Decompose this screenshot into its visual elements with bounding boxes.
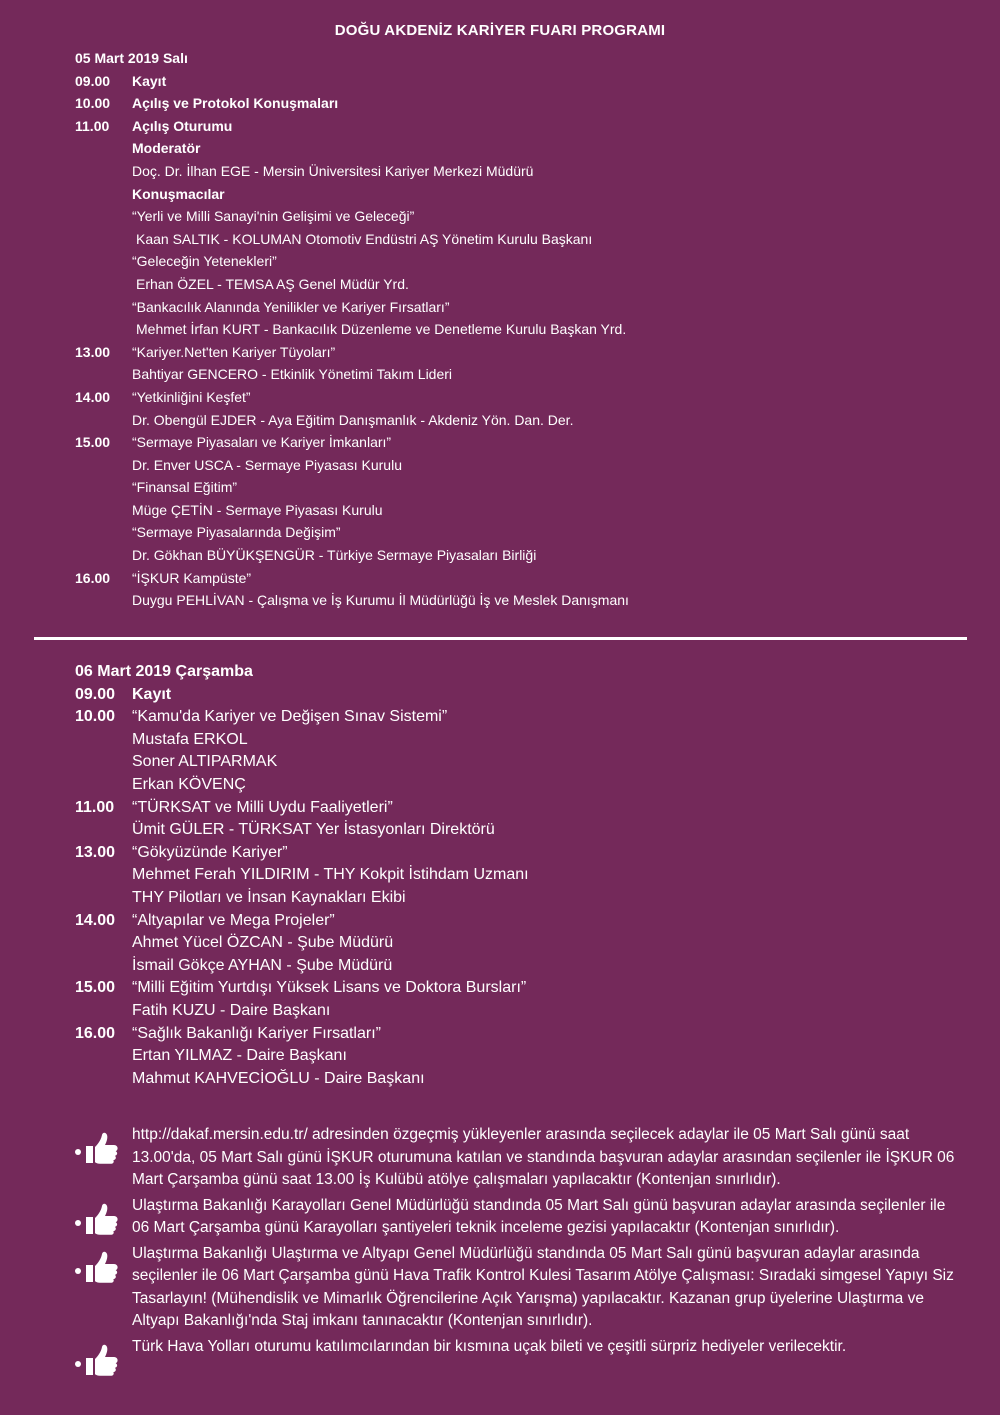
program-time: 15.00: [75, 434, 111, 451]
program-text: “Altyapılar ve Mega Projeler”: [132, 911, 335, 929]
program-text: THY Pilotları ve İnsan Kaynakları Ekibi: [132, 888, 406, 906]
program-text: Kaan SALTIK - KOLUMAN Otomotiv Endüstri AŞ Yönetim Kurulu Başkanı: [136, 230, 593, 247]
program-text: Mustafa ERKOL: [132, 730, 248, 748]
program-text: Fatih KUZU - Daire Başkanı: [132, 1001, 331, 1019]
program-row: [75, 431, 955, 454]
program-text: “Milli Eğitim Yurtdışı Yüksek Lisans ve Doktora Bursları”: [132, 979, 527, 997]
program-time: 11.00: [75, 117, 110, 134]
program-text: Doç. Dr. İlhan EGE - Mersin Üniversitesi Kariyer Merkezi Müdürü: [132, 162, 534, 179]
program-row: [75, 363, 955, 386]
program-text: Bahtiyar GENCERO - Etkinlik Yönetimi Takım Lideri: [132, 366, 453, 383]
program-row: [75, 183, 955, 206]
day1-program: [75, 47, 955, 612]
program-row: [75, 797, 955, 820]
program-row: [75, 499, 955, 522]
program-time: 16.00: [75, 1024, 116, 1042]
program-row: [75, 160, 955, 183]
thumbs-up-icon: [72, 1245, 122, 1285]
program-row: [75, 409, 955, 432]
program-time: 13.00: [75, 843, 116, 861]
program-time: 10.00: [75, 95, 111, 112]
note-text: Ulaştırma Bakanlığı Karayolları Genel Müdürlüğü standında 05 Mart Salı günü başvuran adaylar arasında seçilenler ile 06 Mart Çarşamba günü Karayolları şantiyeleri teknik inceleme gezisi yapılacaktır (Kontenjan sınırlıdır).: [132, 1196, 946, 1236]
program-text: “Kariyer.Net'ten Kariyer Tüyoları”: [132, 343, 336, 360]
program-text: Mehmet Ferah YILDIRIM - THY Kokpit İstihdam Uzmanı: [132, 866, 529, 884]
program-text: Kayıt: [132, 685, 172, 703]
program-row: [75, 228, 955, 251]
program-time: 15.00: [75, 979, 116, 997]
program-text: “Yetkinliğini Keşfet”: [132, 388, 251, 405]
note-text: http://dakaf.mersin.edu.tr/ adresinden özgeçmiş yükleyenler arasında seçilecek adaylar ile 05 Mart Salı günü saat 13.00'da, 05 Mart Salı günü İŞKUR oturumuna katılan ve standında başvuran adaylar arasından seçilenler ile İŞKUR 06 Mart Çarşamba günü saat 13.00 İş Kulübü atölye çalışmaları yapılacaktır (Kontenjan sınırlıdır).: [132, 1126, 955, 1188]
program-text: Erhan ÖZEL - TEMSA AŞ Genel Müdür Yrd.: [136, 275, 409, 292]
program-time: 11.00: [75, 798, 115, 816]
note-item: [72, 1195, 962, 1240]
program-text: Dr. Obengül EJDER - Aya Eğitim Danışmanlık - Akdeniz Yön. Dan. Der.: [132, 411, 574, 428]
program-row: [75, 1023, 955, 1046]
program-text: İsmail Gökçe AYHAN - Şube Müdürü: [132, 956, 393, 974]
note-item: [72, 1336, 962, 1359]
program-text: Duygu PEHLİVAN - Çalışma ve İş Kurumu İl Müdürlüğü İş ve Meslek Danışmanı: [132, 592, 629, 609]
program-text: Açılış ve Protokol Konuşmaları: [132, 95, 339, 112]
program-row: [75, 1000, 955, 1023]
section-divider: [34, 637, 967, 640]
program-text: “Yerli ve Milli Sanayi'nin Gelişimi ve Geleceği”: [132, 208, 415, 225]
program-row: [75, 887, 955, 910]
program-row: [75, 684, 955, 707]
program-time: 09.00: [75, 685, 116, 703]
page-title: DOĞU AKDENİZ KARİYER FUARI PROGRAMI: [334, 22, 666, 39]
program-row: [75, 92, 955, 115]
program-row: [75, 296, 955, 319]
program-text: “İŞKUR Kampüste”: [132, 569, 252, 586]
program-time: 10.00: [75, 708, 116, 726]
program-text: Kayıt: [132, 72, 167, 89]
program-text: Ertan YILMAZ - Daire Başkanı: [132, 1047, 347, 1065]
program-text: “Finansal Eğitim”: [132, 479, 238, 496]
program-row: [75, 842, 955, 865]
program-row: [75, 864, 955, 887]
program-row: [75, 205, 955, 228]
program-text: Mehmet İrfan KURT - Bankacılık Düzenleme ve Denetleme Kurulu Başkan Yrd.: [136, 321, 627, 338]
program-text: Ümit GÜLER - TÜRKSAT Yer İstasyonları Direktörü: [132, 821, 495, 839]
program-row: [75, 476, 955, 499]
program-time: 09.00: [75, 72, 111, 89]
day2-program: [75, 661, 955, 1090]
program-time: 14.00: [75, 911, 116, 929]
program-row: [75, 115, 955, 138]
program-row: [75, 1068, 955, 1091]
note-item: [72, 1243, 962, 1333]
program-text: “Sermaye Piyasaları ve Kariyer İmkanları”: [132, 434, 392, 451]
program-row: [75, 521, 955, 544]
program-text: “Sağlık Bakanlığı Kariyer Fırsatları”: [132, 1024, 381, 1042]
program-row: [75, 706, 955, 729]
program-row: [75, 751, 955, 774]
program-text: Moderatör: [132, 140, 201, 157]
program-row: [75, 774, 955, 797]
program-text: Konuşmacılar: [132, 185, 225, 202]
program-row: [75, 977, 955, 1000]
program-row: [75, 341, 955, 364]
program-row: [75, 1045, 955, 1068]
day1-date: 05 Mart 2019 Salı: [75, 50, 188, 66]
program-row: [75, 544, 955, 567]
program-text: “Kamu'da Kariyer ve Değişen Sınav Sistemi”: [132, 708, 448, 726]
program-row: [75, 273, 955, 296]
program-text: “TÜRKSAT ve Milli Uydu Faaliyetleri”: [132, 798, 393, 816]
thumbs-up-icon: [72, 1338, 122, 1378]
program-row: [75, 250, 955, 273]
program-row: [75, 70, 955, 93]
program-row: [75, 819, 955, 842]
program-row: [75, 318, 955, 341]
notes-list: [72, 1124, 962, 1361]
thumbs-up-icon: [72, 1197, 122, 1237]
program-text: Müge ÇETİN - Sermaye Piyasası Kurulu: [132, 501, 383, 518]
thumbs-up-icon: [72, 1126, 122, 1166]
program-row: [75, 567, 955, 590]
program-text: “Sermaye Piyasalarında Değişim”: [132, 524, 341, 541]
program-time: 14.00: [75, 388, 111, 405]
program-text: Açılış Oturumu: [132, 117, 233, 134]
program-text: Mahmut KAHVECİOĞLU - Daire Başkanı: [132, 1069, 425, 1087]
program-text: Soner ALTIPARMAK: [132, 753, 278, 771]
program-row: [75, 589, 955, 612]
program-text: Dr. Gökhan BÜYÜKŞENGÜR - Türkiye Sermaye Piyasaları Birliği: [132, 547, 537, 564]
program-text: “Gökyüzünde Kariyer”: [132, 843, 288, 861]
program-text: Ahmet Yücel ÖZCAN - Şube Müdürü: [132, 934, 394, 952]
program-text: “Bankacılık Alanında Yenilikler ve Kariyer Fırsatları”: [132, 298, 450, 315]
program-time: 16.00: [75, 569, 111, 586]
program-text: Dr. Enver USCA - Sermaye Piyasası Kurulu: [132, 456, 402, 473]
note-item: [72, 1124, 962, 1192]
program-row: [75, 137, 955, 160]
program-text: “Geleceğin Yetenekleri”: [132, 253, 277, 270]
program-time: 13.00: [75, 343, 111, 360]
note-text: Ulaştırma Bakanlığı Ulaştırma ve Altyapı Genel Müdürlüğü standında 05 Mart Salı günü başvuran adaylar arasında seçilenler ile 06 Mart Çarşamba günü Hava Trafik Kontrol Kulesi Tasarım Atölye Çalışması: Sıradaki simgesel Yapıyı Siz Tasarlayın! (Mühendislik ve Mimarlık Öğrencilerine Açık Yarışma) yapılacaktır. Kazanan grup üyelerine Ulaştırma ve Altyapı Bakanlığı'nda Staj imkanı tanınacaktır (Kontenjan sınırlıdır).: [132, 1244, 954, 1329]
program-row: [75, 910, 955, 933]
program-text: Erkan KÖVENÇ: [132, 775, 246, 793]
day2-date: 06 Mart 2019 Çarşamba: [75, 663, 253, 680]
program-row: [75, 729, 955, 752]
program-row: [75, 955, 955, 978]
program-row: [75, 454, 955, 477]
note-text: Türk Hava Yolları oturumu katılımcılarından bir kısmına uçak bileti ve çeşitli sürpriz hediyeler verilecektir.: [132, 1337, 847, 1355]
program-row: [75, 932, 955, 955]
program-row: [75, 386, 955, 409]
